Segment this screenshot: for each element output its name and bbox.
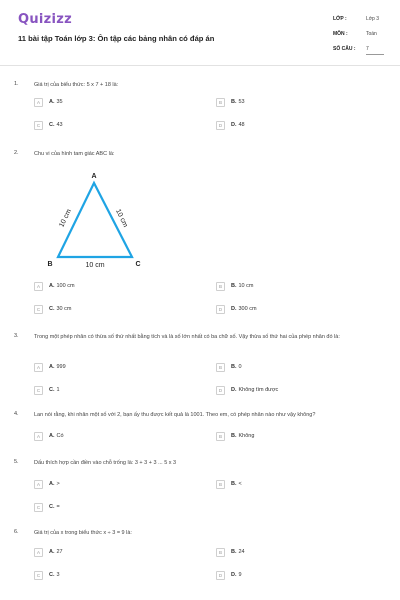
option-key: D. xyxy=(231,572,237,578)
option-text: Không tìm được xyxy=(238,387,279,393)
option-key: C. xyxy=(49,504,55,510)
meta-grade-label: LỚP : xyxy=(333,16,347,22)
option-key: C. xyxy=(49,387,55,393)
option-letter: B xyxy=(216,432,225,441)
page-title: 11 bài tập Toán lớp 3: Ôn tập các bảng nhân có đáp án xyxy=(18,34,215,43)
question-text: Giá trị của biểu thức: 5 x 7 + 18 là: xyxy=(34,82,119,88)
option-letter: B xyxy=(216,363,225,372)
option-text: 300 cm xyxy=(238,306,257,312)
option-text: 35 xyxy=(56,99,63,105)
option-letter: A xyxy=(34,282,43,291)
option-key: A. xyxy=(49,364,55,370)
question-text: Chu vi của hình tam giác ABC là: xyxy=(34,151,115,157)
option-key: A. xyxy=(49,549,55,555)
option-text: 10 cm xyxy=(238,283,254,289)
option-letter: B xyxy=(216,480,225,489)
option-text: 24 xyxy=(238,549,245,555)
question-text: Lan nói rằng, khi nhân một số với 2, bạn ấy thu được kết quả là 1001. Theo em, có phép nhân nào như vậy không? xyxy=(34,412,316,418)
triangle-figure xyxy=(40,169,150,273)
option-text: Không xyxy=(238,433,255,439)
question-number: 1. xyxy=(14,81,19,87)
option-key: D. xyxy=(231,122,237,128)
option-letter: D xyxy=(216,386,225,395)
option-text: 100 cm xyxy=(56,283,75,289)
option-letter: A xyxy=(34,432,43,441)
side-ac-label: 10 cm xyxy=(114,208,129,229)
option-text: = xyxy=(56,504,60,510)
option-letter: A xyxy=(34,480,43,489)
option-letter: D xyxy=(216,571,225,580)
meta-count xyxy=(318,45,388,56)
option-letter: D xyxy=(216,121,225,130)
option-key: C. xyxy=(49,306,55,312)
option-text: 9 xyxy=(238,572,242,578)
question-text: Dấu thích hợp cần điền vào chỗ trống là: 3 + 3 + 3 ... 5 x 3 xyxy=(34,460,177,466)
option-text: 999 xyxy=(56,364,66,370)
quizizz-logo: Quizizz xyxy=(18,12,73,27)
option-key: A. xyxy=(49,481,55,487)
option-text: 43 xyxy=(56,122,63,128)
option-text: 1 xyxy=(56,387,60,393)
option-key: D. xyxy=(231,306,237,312)
question-number: 4. xyxy=(14,411,19,417)
option-text: 48 xyxy=(238,122,245,128)
page-header xyxy=(0,0,400,66)
question-text: Trong một phép nhân có thừa số thứ nhất bằng tích và là số lớn nhất có ba chữ số. Vậy thừa số thứ hai của phép nhân đó là: xyxy=(34,334,340,340)
option-text: 0 xyxy=(238,364,242,370)
option-key: B. xyxy=(231,481,237,487)
meta-subject xyxy=(318,30,388,41)
question-number: 2. xyxy=(14,150,19,156)
option-letter: C xyxy=(34,386,43,395)
option-letter: B xyxy=(216,548,225,557)
option-text: 27 xyxy=(56,549,63,555)
option-text: > xyxy=(56,481,60,487)
option-letter: A xyxy=(34,98,43,107)
vertex-a-label: A xyxy=(91,173,97,180)
option-key: C. xyxy=(49,572,55,578)
option-text: 30 cm xyxy=(56,306,72,312)
meta-subject-value: Toán xyxy=(366,31,377,37)
option-letter: B xyxy=(216,282,225,291)
question-number: 3. xyxy=(14,333,19,339)
option-text: Có xyxy=(56,433,64,439)
option-letter: C xyxy=(34,503,43,512)
option-key: B. xyxy=(231,283,237,289)
meta-count-value: 7 xyxy=(366,46,369,52)
option-letter: A xyxy=(34,363,43,372)
option-key: A. xyxy=(49,283,55,289)
option-key: B. xyxy=(231,99,237,105)
option-letter: A xyxy=(34,548,43,557)
meta-grade-value: Lớp 3 xyxy=(366,16,380,22)
option-key: B. xyxy=(231,549,237,555)
option-letter: D xyxy=(216,305,225,314)
meta-subject-label: MÔN : xyxy=(333,31,348,37)
option-text: 53 xyxy=(238,99,245,105)
question-text: Giá trị của x trong biểu thức x ÷ 3 = 9 là: xyxy=(34,530,132,536)
question-number: 6. xyxy=(14,529,19,535)
option-key: A. xyxy=(49,99,55,105)
option-key: A. xyxy=(49,433,55,439)
option-letter: C xyxy=(34,121,43,130)
question-number: 5. xyxy=(14,459,19,465)
option-letter: B xyxy=(216,98,225,107)
option-key: B. xyxy=(231,364,237,370)
option-text: < xyxy=(238,481,242,487)
meta-count-label: SỐ CÂU : xyxy=(333,46,356,52)
option-text: 3 xyxy=(56,572,60,578)
option-key: D. xyxy=(231,387,237,393)
option-letter: C xyxy=(34,305,43,314)
meta-grade xyxy=(318,15,388,26)
vertex-c-label: C xyxy=(135,261,141,268)
option-letter: C xyxy=(34,571,43,580)
option-key: B. xyxy=(231,433,237,439)
vertex-b-label: B xyxy=(47,261,53,268)
side-bc-label: 10 cm xyxy=(85,262,105,269)
side-ab-label: 10 cm xyxy=(58,208,73,229)
meta-count-underline xyxy=(366,54,384,55)
option-key: C. xyxy=(49,122,55,128)
